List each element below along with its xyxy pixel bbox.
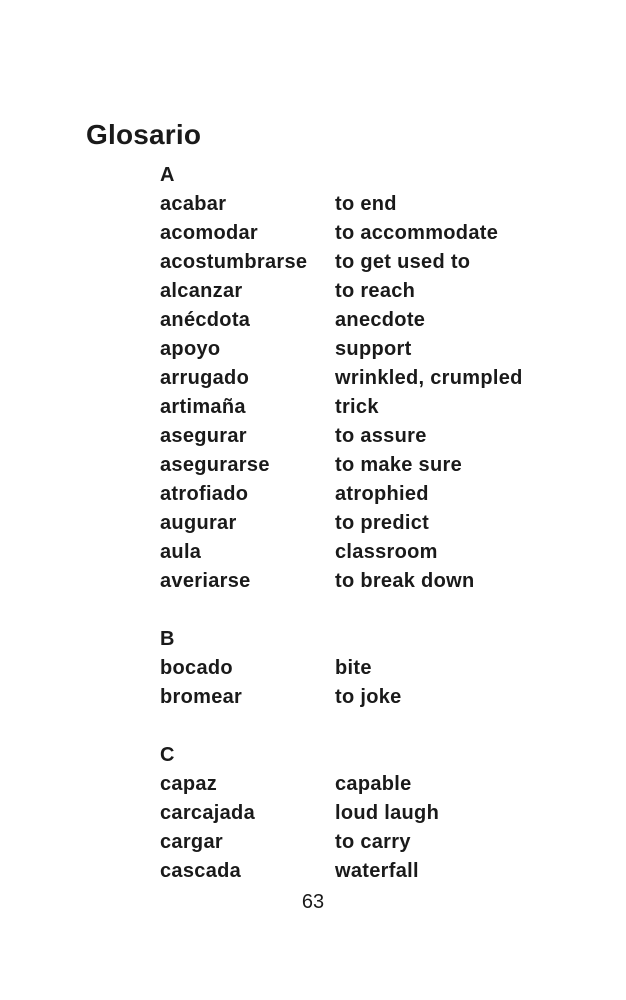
page-number: 63 — [301, 891, 325, 913]
entry-term: cargar — [160, 831, 223, 853]
glossary-entry — [160, 364, 523, 393]
entry-term: apoyo — [160, 338, 221, 360]
glossary-entry — [160, 770, 523, 799]
section-letter: A — [160, 164, 175, 186]
entry-definition: to predict — [335, 512, 430, 534]
entry-definition: wrinkled, crumpled — [335, 367, 523, 389]
glossary-entry — [160, 422, 523, 451]
entry-definition: loud laugh — [335, 802, 440, 824]
glossary — [160, 161, 523, 886]
entry-definition: to accommodate — [335, 222, 499, 244]
glossary-section — [160, 161, 523, 596]
glossary-entry — [160, 393, 523, 422]
entry-term: cascada — [160, 860, 242, 882]
page-title: Glosario — [86, 118, 202, 150]
entry-term: augurar — [160, 512, 237, 534]
glossary-entry — [160, 248, 523, 277]
entry-term: acabar — [160, 193, 227, 215]
glossary-section — [160, 625, 523, 712]
glossary-entry — [160, 654, 523, 683]
glossary-entry — [160, 799, 523, 828]
entry-term: capaz — [160, 773, 218, 795]
entry-definition: to reach — [335, 280, 416, 302]
glossary-entry — [160, 828, 523, 857]
entry-definition: anecdote — [335, 309, 426, 331]
glossary-entry — [160, 277, 523, 306]
glossary-entry — [160, 857, 523, 886]
entry-definition: bite — [335, 657, 372, 679]
section-letter: B — [160, 628, 175, 650]
entry-term: artimaña — [160, 396, 246, 418]
glossary-entry — [160, 683, 523, 712]
entry-definition: capable — [335, 773, 412, 795]
entry-term: anécdota — [160, 309, 251, 331]
entry-term: bromear — [160, 686, 243, 708]
entry-definition: trick — [335, 396, 379, 418]
entry-definition: to get used to — [335, 251, 471, 273]
glossary-entry — [160, 190, 523, 219]
entry-term: acomodar — [160, 222, 258, 244]
glossary-entry — [160, 451, 523, 480]
entry-term: alcanzar — [160, 280, 243, 302]
glossary-entry — [160, 480, 523, 509]
entry-definition: atrophied — [335, 483, 429, 505]
entry-definition: to make sure — [335, 454, 462, 476]
entry-term: carcajada — [160, 802, 255, 824]
glossary-entry — [160, 219, 523, 248]
entry-definition: waterfall — [335, 860, 419, 882]
entry-definition: support — [335, 338, 412, 360]
entry-definition: to end — [335, 193, 397, 215]
entry-term: arrugado — [160, 367, 250, 389]
glossary-entry — [160, 567, 523, 596]
glossary-section — [160, 741, 523, 886]
entry-definition: to break down — [335, 570, 475, 592]
glossary-entry — [160, 335, 523, 364]
entry-term: aula — [160, 541, 202, 563]
glossary-entry — [160, 306, 523, 335]
entry-term: averiarse — [160, 570, 251, 592]
entry-definition: to assure — [335, 425, 427, 447]
section-letter: C — [160, 744, 175, 766]
entry-term: asegurar — [160, 425, 247, 447]
entry-definition: to carry — [335, 831, 411, 853]
entry-term: asegurarse — [160, 454, 270, 476]
entry-term: bocado — [160, 657, 233, 679]
glossary-entry — [160, 509, 523, 538]
entry-definition: classroom — [335, 541, 438, 563]
entry-term: atrofiado — [160, 483, 249, 505]
entry-term: acostumbrarse — [160, 251, 308, 273]
glossary-entry — [160, 538, 523, 567]
entry-definition: to joke — [335, 686, 402, 708]
